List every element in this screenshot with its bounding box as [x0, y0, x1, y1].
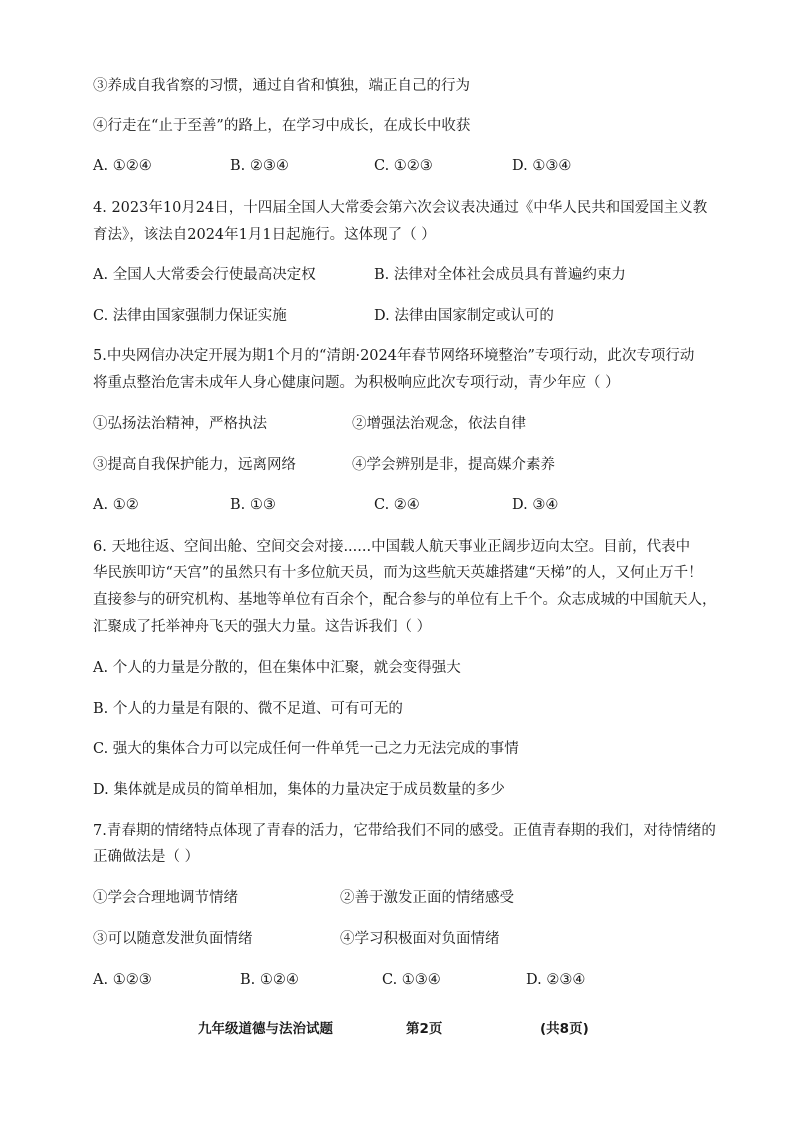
question-4-option-c: C. 法律由国家强制力保证实施	[93, 308, 287, 324]
question-5-item-1: ①弘扬法治精神，严格执法	[93, 416, 267, 432]
question-4-option-d: D. 法律由国家制定或认可的	[374, 308, 554, 324]
question-5-option-b: B. ①③	[230, 497, 276, 513]
option-a: A. ①②④	[93, 158, 152, 174]
question-6-text-cont-1: 华民族叩访“天宫”的虽然只有十多位航天员，而为这些航天英雄搭建“天梯”的人，又何止万千！	[93, 565, 703, 581]
question-7-item-1: ①学会合理地调节情绪	[93, 890, 238, 906]
question-5-text-cont: 将重点整治危害未成年人身心健康问题。为积极响应此次专项行动，青少年应（ ）	[93, 375, 620, 391]
question-7-text: 7.青春期的情绪特点体现了青春的活力，它带给我们不同的感受。正值青春期的我们，对待情绪的	[93, 823, 716, 839]
footer-page-number: 第2页	[406, 1021, 443, 1037]
question-7-item-3: ③可以随意发泄负面情绪	[93, 931, 253, 947]
question-7-item-4: ④学习积极面对负面情绪	[340, 931, 500, 947]
question-6-option-c: C. 强大的集体合力可以完成任何一件单凭一己之力无法完成的事情	[93, 741, 519, 757]
question-6-text-cont-3: 汇聚成了托举神舟飞天的强大力量。这告诉我们（ ）	[93, 619, 432, 635]
question-5-item-3: ③提高自我保护能力，远离网络	[93, 457, 296, 473]
option-d: D. ①③④	[512, 158, 572, 174]
question-6-option-a: A. 个人的力量是分散的，但在集体中汇聚，就会变得强大	[93, 660, 461, 676]
question-5-option-c: C. ②④	[374, 497, 420, 513]
option-c: C. ①②③	[374, 158, 433, 174]
statement-3: ③养成自我省察的习惯，通过自省和慎独，端正自己的行为	[93, 78, 470, 94]
question-5-item-2: ②增强法治观念，依法自律	[352, 416, 526, 432]
footer-total-pages: (共8页)	[540, 1021, 589, 1037]
question-6-text-cont-2: 直接参与的研究机构、基地等单位有百余个，配合参与的单位有上千个。众志成城的中国航天人，	[93, 592, 717, 608]
question-5-option-d: D. ③④	[512, 497, 559, 513]
question-5-item-4: ④学会辨别是非，提高媒介素养	[352, 457, 555, 473]
question-7-option-d: D. ②③④	[526, 972, 586, 988]
footer-subject: 九年级道德与法治试题	[198, 1021, 333, 1037]
question-7-option-c: C. ①③④	[382, 972, 441, 988]
question-7-item-2: ②善于激发正面的情绪感受	[340, 890, 514, 906]
question-6-option-d: D. 集体就是成员的简单相加，集体的力量决定于成员数量的多少	[93, 782, 505, 798]
question-5-text: 5.中央网信办决定开展为期1个月的“清朗·2024年春节网络环境整治”专项行动，此次专项行动	[93, 348, 695, 364]
question-4-text-cont: 育法》，该法自2024年1月1日起施行。这体现了（ ）	[93, 227, 436, 243]
question-4-text: 4. 2023年10月24日，十四届全国人大常委会第六次会议表决通过《中华人民共和国爱国主义教	[93, 200, 708, 216]
question-4-option-b: B. 法律对全体社会成员具有普遍约束力	[374, 267, 626, 283]
question-6-text: 6. 天地往返、空间出舱、空间交会对接......中国载人航天事业正阔步迈向太空。目前，代表中	[93, 539, 691, 555]
question-5-option-a: A. ①②	[93, 497, 139, 513]
question-4-option-a: A. 全国人大常委会行使最高决定权	[93, 267, 316, 283]
question-7-option-b: B. ①②④	[240, 972, 299, 988]
statement-4: ④行走在“止于至善”的路上，在学习中成长，在成长中收获	[93, 118, 471, 134]
question-7-text-cont: 正确做法是（ ）	[93, 849, 200, 865]
option-b: B. ②③④	[230, 158, 289, 174]
question-7-option-a: A. ①②③	[93, 972, 152, 988]
question-6-option-b: B. 个人的力量是有限的、微不足道、可有可无的	[93, 701, 403, 717]
